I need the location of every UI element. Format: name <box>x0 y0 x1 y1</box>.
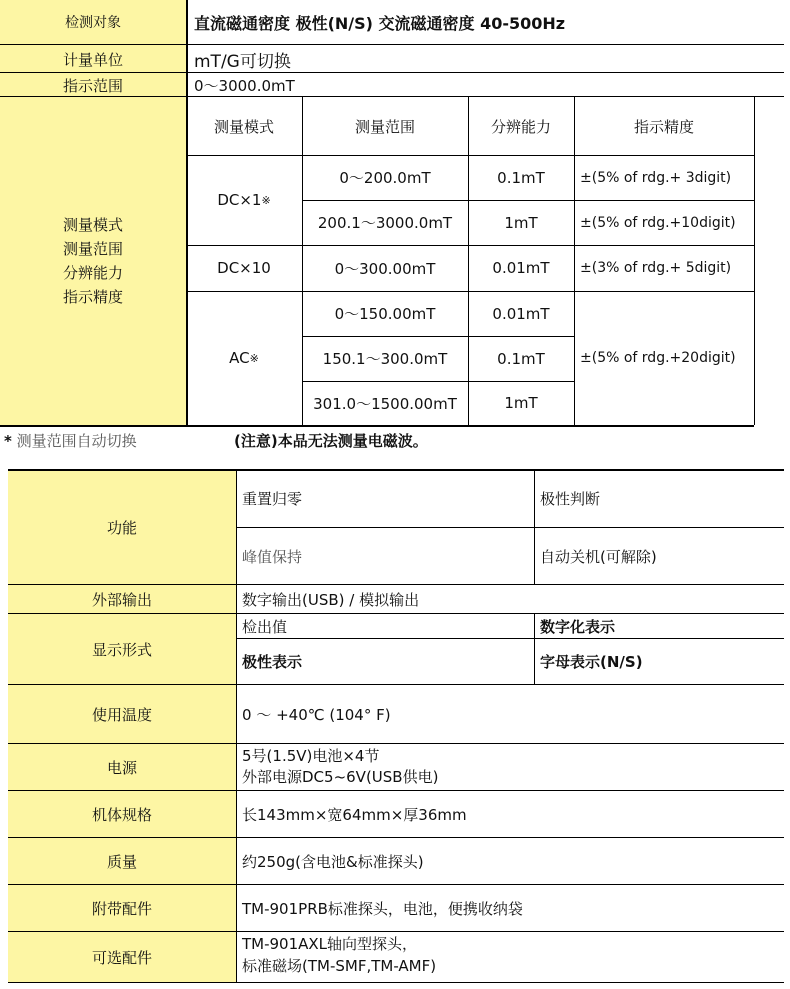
accuracy-cell: ±(3% of rdg.+ 5digit) <box>580 260 732 276</box>
inner-header-accuracy: 指示精度 <box>633 117 694 136</box>
function-item: 极性判断 <box>540 490 601 508</box>
mode-dc10 <box>186 245 302 291</box>
row-label-target: 检测对象 <box>65 15 121 31</box>
row-value-unit: mT/G可切换 <box>194 51 291 72</box>
divider <box>8 613 784 614</box>
label-function: 功能 <box>106 518 137 537</box>
divider <box>236 470 237 983</box>
divider <box>8 931 784 932</box>
range-cell: 0～300.00mT <box>334 259 436 278</box>
divider <box>186 245 754 246</box>
weight-value: 约250g(含电池&标准探头) <box>242 852 424 871</box>
label-optional: 可选配件 <box>91 949 152 967</box>
function-item: 重置归零 <box>242 490 303 508</box>
output-value: 数字输出(USB) / 模拟输出 <box>242 590 420 609</box>
size-value: 长143mm×宽64mm×厚36mm <box>242 805 467 824</box>
accuracy-cell: ±(5% of rdg.+ 3digit) <box>580 169 732 186</box>
optional-line: TM-901AXL轴向型探头， <box>242 935 418 953</box>
resolution-cell: 0.1mT <box>497 349 545 368</box>
range-cell: 150.1～300.0mT <box>322 350 448 368</box>
divider <box>236 638 784 639</box>
accuracy-cell: ±(5% of rdg.+10digit) <box>580 214 736 231</box>
power-value <box>242 746 782 788</box>
mode-ac <box>186 291 302 425</box>
divider <box>186 291 754 292</box>
measure-label-line: 指示精度 <box>62 288 123 306</box>
resolution-cell: 1mT <box>504 213 538 232</box>
measure-label-line: 分辨能力 <box>62 264 123 282</box>
divider <box>8 837 784 838</box>
label-power: 电源 <box>106 758 137 777</box>
optional-line: 标准磁场(TM-SMF,TM-AMF) <box>242 957 437 975</box>
caution-note: (注意)本品无法测量电磁波。 <box>234 432 428 450</box>
accessories-value: TM-901PRB标准探头，电池，便携收纳袋 <box>242 899 523 918</box>
divider <box>186 0 188 427</box>
divider <box>302 200 754 201</box>
divider <box>8 743 784 744</box>
divider <box>754 97 755 425</box>
mode-label: DC×10 <box>217 259 271 277</box>
divider <box>0 44 784 45</box>
row-value-range: 0～3000.0mT <box>194 76 295 95</box>
mode-dc1 <box>186 155 302 245</box>
divider <box>0 96 784 97</box>
label-weight: 质量 <box>106 852 137 871</box>
inner-header-resolution: 分辨能力 <box>490 117 551 136</box>
divider <box>302 381 574 382</box>
label-size: 机体规格 <box>91 805 152 824</box>
power-line: 5号(1.5V)电池×4节 <box>242 747 380 765</box>
divider <box>468 97 469 425</box>
range-cell: 0～150.00mT <box>334 305 436 323</box>
label-output: 外部输出 <box>91 590 152 609</box>
display-item: 字母表示(N/S) <box>540 653 643 671</box>
power-line: 外部电源DC5~6V(USB供电) <box>242 768 439 786</box>
divider <box>0 425 754 427</box>
mode-label: DC×1 <box>217 191 262 209</box>
divider <box>8 982 784 983</box>
range-cell: 200.1～3000.0mT <box>317 214 453 232</box>
measure-label-line: 测量范围 <box>62 240 123 258</box>
display-item: 检出值 <box>242 617 288 636</box>
display-item: 极性表示 <box>242 653 303 671</box>
divider <box>302 97 303 425</box>
footnote <box>4 430 137 451</box>
row-label-range: 指示范围 <box>62 76 123 95</box>
divider <box>186 155 754 156</box>
range-cell: 301.0～1500.00mT <box>313 394 457 413</box>
optional-value <box>242 933 782 977</box>
footnote-star: * <box>4 432 12 450</box>
divider <box>236 527 784 528</box>
divider <box>8 469 784 471</box>
divider <box>574 97 575 425</box>
measure-label <box>0 213 186 309</box>
range-cell: 0～200.0mT <box>339 169 431 187</box>
divider <box>8 684 784 685</box>
function-item: 峰值保持 <box>242 547 303 566</box>
label-temperature: 使用温度 <box>91 705 152 724</box>
temperature-value: 0 ～ +40℃ (104° F) <box>242 705 391 724</box>
divider <box>8 790 784 791</box>
footnote-text: 测量范围自动切换 <box>16 432 137 450</box>
label-display: 显示形式 <box>91 640 152 659</box>
accuracy-cell: ±(5% of rdg.+20digit) <box>580 350 736 366</box>
mode-note: ※ <box>249 351 259 365</box>
divider <box>8 584 784 585</box>
row-value-target: 直流磁通密度 极性(N/S) 交流磁通密度 40-500Hz <box>194 13 566 33</box>
inner-header-range: 测量范围 <box>354 117 415 136</box>
divider <box>0 72 784 73</box>
measure-label-line: 测量模式 <box>62 216 123 234</box>
label-accessories: 附带配件 <box>91 899 152 918</box>
resolution-cell: 0.01mT <box>492 304 550 323</box>
function-item: 自动关机(可解除) <box>540 547 657 566</box>
row-label-unit: 计量单位 <box>62 50 123 69</box>
display-item: 数字化表示 <box>540 617 616 636</box>
resolution-cell: 0.01mT <box>492 259 550 277</box>
divider <box>302 336 574 337</box>
mode-label: AC <box>229 349 250 367</box>
divider <box>8 884 784 885</box>
mode-note: ※ <box>261 193 271 207</box>
inner-header-mode: 测量模式 <box>213 117 274 136</box>
divider <box>534 614 535 684</box>
resolution-cell: 1mT <box>504 394 538 412</box>
resolution-cell: 0.1mT <box>497 168 545 187</box>
